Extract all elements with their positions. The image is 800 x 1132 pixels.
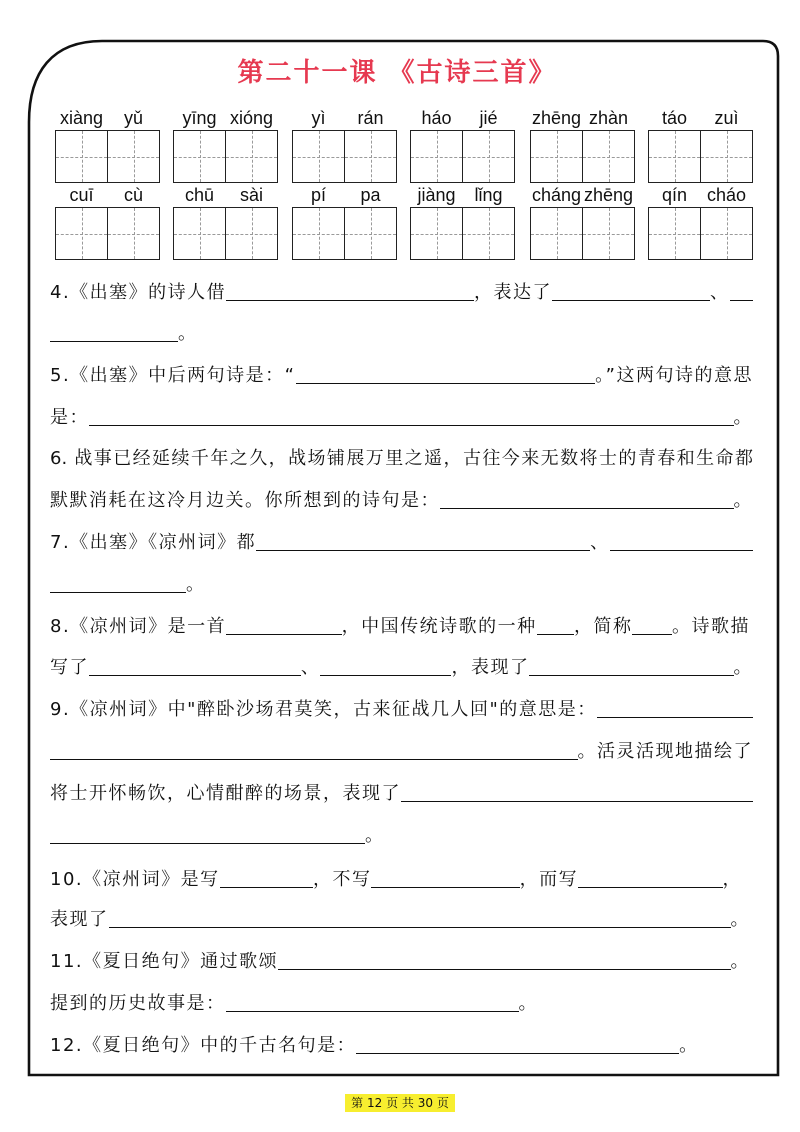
pinyin-label: sài: [239, 185, 263, 205]
question-text: 。: [730, 909, 750, 930]
question-text: 11.《夏日绝句》通过歌颂: [50, 951, 279, 972]
pinyin-label: pí: [310, 185, 326, 205]
pinyin-label: xióng: [229, 108, 274, 128]
pinyin-label: yǔ: [123, 108, 143, 128]
question-text: 。: [679, 1035, 699, 1056]
question-text: ，而写: [519, 869, 579, 890]
answer-blank: [278, 968, 730, 970]
question-text: 。: [178, 323, 198, 344]
pinyin-label: yīng: [182, 108, 217, 128]
character-writing-box: [530, 130, 583, 183]
pinyin-label: chū: [184, 185, 215, 205]
question-text: ，表现了: [451, 657, 530, 678]
current-page-number: 12: [366, 1096, 383, 1110]
question-6-line-2: [50, 488, 753, 514]
question-text: 。诗歌描: [672, 616, 750, 637]
character-writing-box: [410, 207, 463, 260]
character-writing-box: [55, 130, 108, 183]
pinyin-label: zuì: [714, 108, 739, 128]
page-footer: [345, 1094, 455, 1112]
question-10-line-1: [50, 867, 742, 893]
answer-blank: [610, 549, 753, 551]
answer-blank: [578, 886, 722, 888]
question-7-line-1: [50, 530, 753, 556]
character-writing-box: [344, 130, 397, 183]
character-writing-box: [582, 207, 635, 260]
answer-blank: [537, 633, 574, 635]
footer-prefix: 第: [351, 1096, 364, 1110]
answer-blank: [226, 1010, 519, 1012]
character-writing-box: [582, 130, 635, 183]
footer-suffix: 页: [436, 1096, 449, 1110]
question-text: 。活灵活现地描绘了: [577, 741, 753, 762]
answer-blank: [50, 340, 178, 342]
character-writing-box: [530, 207, 583, 260]
answer-blank: [109, 926, 731, 928]
question-text: 、: [300, 657, 321, 678]
question-text: 4.《出塞》的诗人借: [50, 282, 227, 303]
pinyin-label: zhēng: [583, 185, 634, 205]
question-7-line-2: [50, 572, 206, 598]
question-text: 5.《出塞》中后两句诗是：“: [50, 365, 296, 386]
answer-blank: [552, 299, 710, 301]
footer-page-word: 页: [386, 1096, 399, 1110]
character-writing-box: [55, 207, 108, 260]
question-text: 表现了: [50, 909, 109, 930]
answer-blank: [226, 299, 474, 301]
question-text: ，不写: [312, 869, 372, 890]
pinyin-label: cù: [123, 185, 143, 205]
question-text: 。”这两句诗的意思: [595, 365, 753, 386]
question-4-line-1: [50, 280, 753, 306]
question-8-line-2: [50, 655, 753, 681]
pinyin-label: jiàng: [417, 185, 456, 205]
question-text: 。: [733, 490, 753, 511]
answer-blank: [50, 591, 186, 593]
pinyin-label: zhàn: [588, 108, 629, 128]
character-writing-box: [173, 207, 226, 260]
question-text: 将士开怀畅饮，心情酣醉的场景，表现了: [50, 783, 401, 804]
question-10-line-2: [50, 907, 750, 933]
question-4-line-2: [50, 321, 198, 347]
question-text: 、: [590, 532, 610, 553]
question-11-line-1: [50, 949, 750, 975]
character-writing-box: [410, 130, 463, 183]
answer-blank: [320, 674, 451, 676]
answer-blank: [440, 507, 734, 509]
answer-blank: [730, 299, 753, 301]
pinyin-label: xiàng: [59, 108, 104, 128]
question-text: 。: [730, 951, 750, 972]
question-text: 。: [518, 993, 538, 1014]
question-6-line-1: 6. 战事已经延续千年之久，战场铺展万里之遥，古往今来无数将士的青春和生命都: [50, 448, 753, 469]
question-text: 。: [186, 574, 206, 595]
question-9-line-3: [50, 781, 753, 807]
pinyin-label: lǐng: [474, 185, 503, 205]
answer-blank: [226, 633, 341, 635]
pinyin-label: pa: [360, 185, 381, 205]
answer-blank: [296, 382, 596, 384]
pinyin-label: qín: [661, 185, 688, 205]
answer-blank: [89, 674, 301, 676]
question-text: 写了: [50, 657, 89, 678]
question-text: ，表达了: [473, 282, 552, 303]
pinyin-label: cháo: [706, 185, 747, 205]
answer-blank: [597, 716, 753, 718]
question-8-line-1: [50, 614, 750, 640]
character-writing-box: [173, 130, 226, 183]
character-writing-box: [225, 207, 278, 260]
pinyin-label: yì: [311, 108, 326, 128]
pinyin-label: táo: [661, 108, 688, 128]
character-writing-box: [700, 207, 753, 260]
question-5-line-2: [50, 405, 753, 431]
character-writing-box: [462, 130, 515, 183]
question-9-line-1: [50, 697, 753, 723]
character-writing-box: [225, 130, 278, 183]
answer-blank: [632, 633, 672, 635]
question-text: 提到的历史故事是：: [50, 993, 226, 1014]
question-text: ，简称: [573, 616, 633, 637]
question-text: 。: [733, 657, 753, 678]
answer-blank: [50, 758, 578, 760]
pinyin-label: zhēng: [531, 108, 582, 128]
question-9-line-4: [50, 823, 385, 849]
character-writing-box: [462, 207, 515, 260]
character-writing-box: [292, 207, 345, 260]
character-writing-box: [344, 207, 397, 260]
pinyin-label: háo: [421, 108, 452, 128]
character-writing-box: [107, 130, 160, 183]
question-text: 7.《出塞》《凉州词》都: [50, 532, 257, 553]
question-text: ，: [722, 869, 743, 890]
question-text: 默默消耗在这冷月边关。你所想到的诗句是：: [50, 490, 440, 511]
question-text: 8.《凉州词》是一首: [50, 616, 227, 637]
answer-blank: [256, 549, 590, 551]
character-writing-box: [107, 207, 160, 260]
footer-total-prefix: 共: [401, 1096, 414, 1110]
answer-blank: [220, 886, 313, 888]
question-text: 、: [710, 282, 730, 303]
question-text: 。: [365, 825, 385, 846]
page-title: 第二十一课 《古诗三首》: [237, 58, 557, 88]
character-writing-box: [700, 130, 753, 183]
answer-blank: [529, 674, 733, 676]
question-text: 10.《凉州词》是写: [50, 869, 220, 890]
answer-blank: [371, 886, 519, 888]
answer-blank: [50, 842, 365, 844]
character-writing-box: [292, 130, 345, 183]
answer-blank: [356, 1052, 679, 1054]
pinyin-label: rán: [357, 108, 384, 128]
pinyin-label: cuī: [69, 185, 94, 205]
question-text: ，中国传统诗歌的一种: [341, 616, 537, 637]
pinyin-label: cháng: [531, 185, 582, 205]
question-5-line-1: [50, 363, 753, 389]
question-11-line-2: [50, 991, 538, 1017]
question-text: 9.《凉州词》中"醉卧沙场君莫笑，古来征战几人回"的意思是：: [50, 699, 597, 720]
pinyin-label: jié: [479, 108, 498, 128]
answer-blank: [401, 800, 753, 802]
question-12-line-1: [50, 1033, 699, 1059]
character-writing-box: [648, 130, 701, 183]
total-pages-number: 30: [417, 1096, 434, 1110]
question-9-line-2: [50, 739, 753, 765]
answer-blank: [89, 424, 734, 426]
question-text: 12.《夏日绝句》中的千古名句是：: [50, 1035, 357, 1056]
question-text: 。: [733, 407, 753, 428]
character-writing-box: [648, 207, 701, 260]
question-text: 是：: [50, 407, 89, 428]
